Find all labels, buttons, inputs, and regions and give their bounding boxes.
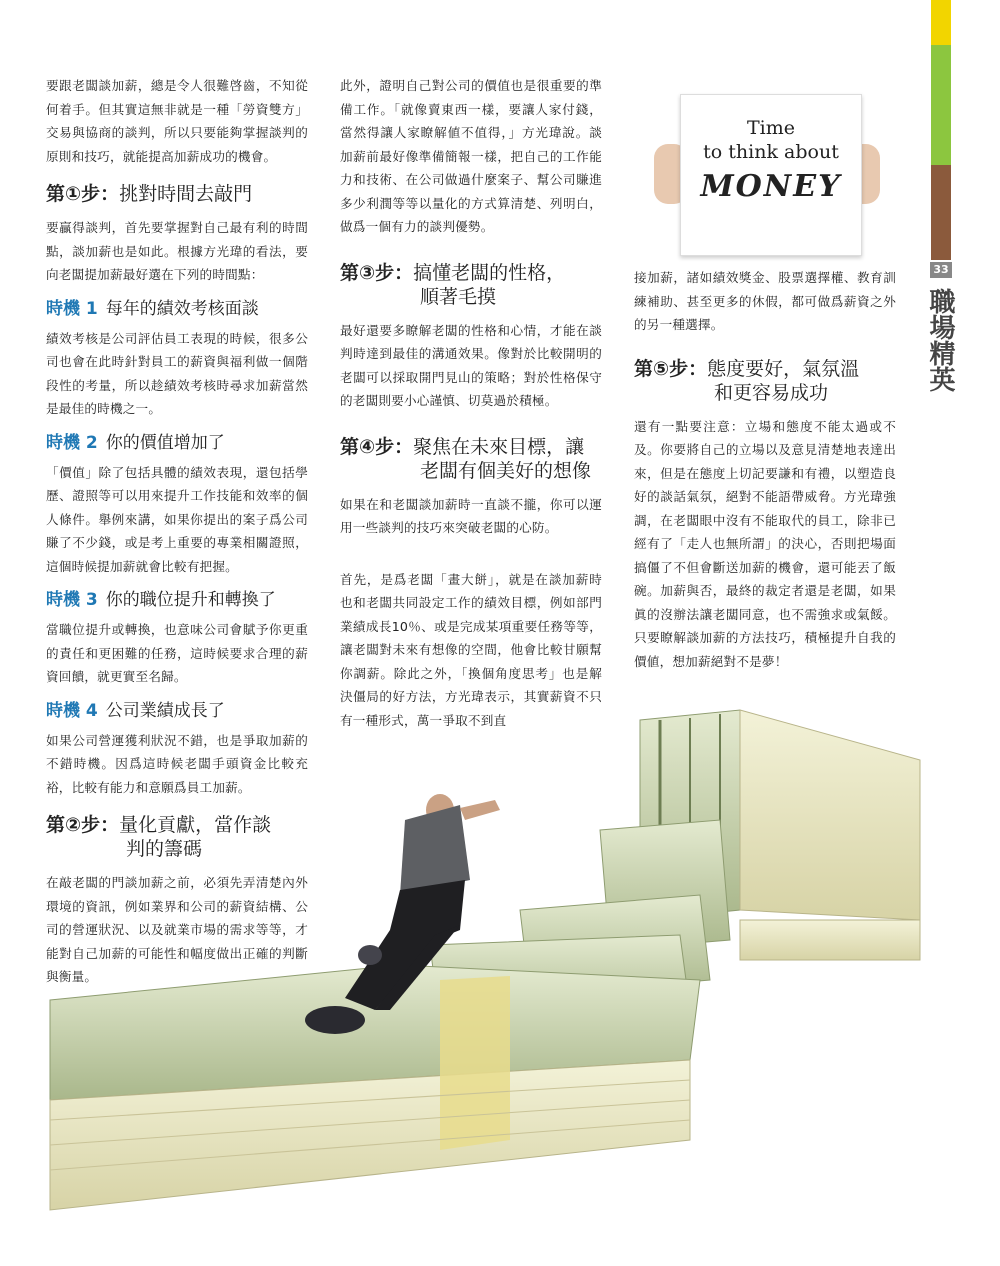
timing3-label: 時機 3 [46, 590, 98, 610]
color-bar [931, 0, 951, 260]
step2-title-line2: 判的籌碼 [126, 838, 203, 860]
sign-board [680, 94, 862, 256]
timing3-heading [46, 588, 308, 612]
sign-line-2: to think about [703, 141, 839, 163]
step3-title-line2: 順著毛摸 [420, 285, 497, 308]
time-to-think-about-money-sign [650, 84, 870, 259]
step2-title-line1: 量化貢獻，當作談 [119, 814, 272, 836]
step4-text: 如果在和老闆談加薪時一直談不攏，你可以運用一些談判的技巧來突破老闆的心防。 [340, 496, 602, 535]
sign-line-3: MONEY [700, 169, 842, 204]
step4-label: 第④步： [340, 435, 414, 458]
timing2-heading [46, 431, 308, 455]
timing3-title: 你的職位提升和轉換了 [105, 590, 276, 610]
sign-line-1: Time [746, 117, 795, 139]
column-3 [634, 266, 896, 683]
timing3-text: 當職位提升或轉換，也意味公司會賦予你更重的責任和更困難的任務，這時候要求合理的薪資回饋，就更實至名歸。 [46, 622, 308, 684]
step1-heading [46, 182, 308, 206]
intro-paragraph: 要跟老闆談加薪，總是令人很難啓齒，不知從何着手。但其實這無非就是一種「勞資雙方」交易與協商的談判，所以只要能夠掌握談判的原則和技巧，就能提高加薪成功的機會。 [46, 78, 308, 164]
step2-label: 第②步： [46, 814, 120, 836]
column-2 [340, 74, 602, 742]
step1-text: 要贏得談判，首先要掌握對自己最有利的時間點，談加薪也是如此。根據方光瑋的看法，要向老闆提加薪最好選在下列的時間點： [46, 220, 308, 282]
timing1-title: 每年的績效考核面談 [105, 298, 259, 319]
step4-heading [340, 435, 602, 483]
color-bar-brown [931, 165, 951, 260]
timing2-label: 時機 2 [46, 432, 98, 453]
step3-title-line1: 搞懂老闆的性格， [413, 261, 566, 284]
timing4-label: 時機 4 [46, 700, 98, 721]
col2-paragraph-1: 此外，證明自己對公司的價值也是很重要的準備工作。「就像賣東西一樣，要讓人家付錢，當然得讓人家瞭解値不值得，」方光瑋說。談加薪前最好像準備簡報一樣，把自己的工作能力和技術、在公司做過什麼案子、幫公司賺進多少利潤等等以量化的方式算清楚、列明白，做爲一個有力的談判優勢。 [340, 78, 602, 234]
step4-title-line2: 老闆有個美好的想像 [420, 459, 592, 482]
timing1-text: 績效考核是公司評估員工表現的時候，很多公司也會在此時針對員工的薪資與福利做一個階段性的考量，所以趁績效考核時尋求加薪當然是最佳的時機之一。 [46, 330, 308, 416]
timing1-label: 時機 1 [46, 298, 98, 319]
timing2-text: 「價值」除了包括具體的績效表現，還包括學歷、證照等可以用來提升工作技能和效率的個人條件。舉例來講，如果你提出的案子爲公司賺了不少錢，或是考上重要的專業相關證照，這個時候提加薪就會比較有把握。 [46, 464, 308, 574]
step5-heading [634, 357, 896, 405]
timing1-heading [46, 297, 308, 321]
step5-text: 還有一點要注意：立場和態度不能太過或不及。你要將自己的立場以及意見清楚地表達出來，但是在態度上切記要謙和有禮，以塑造良好的談話氣氛，絕對不能語帶威脅。方光瑋強調，在老闆眼中沒有不能取代的員工，除非已經有了「走人也無所謂」的決心，否則把場面搞僵了不但會斷送加薪的機會，還可能丟了飯碗。加薪與否，最終的裁定者還是老闆，如果眞的沒辦法讓老闆同意，也不需強求或氣餒。只要瞭解談加薪的方法技巧，積極提升自我的價値，想加薪絕對不是夢！ [634, 418, 896, 669]
step2-text: 在敲老闆的門談加薪之前，必須先弄清楚內外環境的資訊，例如業界和公司的薪資結構、公司的營運狀況、以及就業市場的需求等等，才能對自己加薪的可能性和幅度做出正確的判斷與衡量。 [46, 875, 308, 984]
col2-paragraph-2: 首先，是爲老闆「畫大餅」，就是在談加薪時也和老闆共同設定工作的績效目標，例如部門業績成長10％、或是完成某項重要任務等等，讓老闆對未來有想像的空間，他會比較甘願幫你調薪。除此之外，「換個角度思考」也是解決僵局的好方法，方光瑋表示，其實薪資不只有一種形式，萬一爭取不到直 [340, 571, 602, 728]
color-bar-yellow [931, 0, 951, 45]
section-title: 職場精英 [925, 288, 955, 392]
step3-heading [340, 261, 602, 309]
col3-paragraph-1: 接加薪，諸如績效獎金、股票選擇權、教育訓練補助、甚至更多的休假，都可做爲薪資之外的另一種選擇。 [634, 270, 896, 332]
color-bar-green [931, 45, 951, 165]
timing2-title: 你的價值增加了 [105, 432, 225, 453]
step1-title: 挑對時間去敲門 [119, 183, 253, 205]
timing4-title: 公司業績成長了 [105, 700, 225, 721]
step5-title-line2: 和更容易成功 [714, 381, 829, 404]
page-number: 33 [930, 262, 952, 278]
step1-label: 第①步： [46, 183, 120, 205]
step4-title-line1: 聚焦在未來目標，讓 [413, 435, 585, 458]
step3-label: 第③步： [340, 261, 414, 284]
timing4-text: 如果公司營運獲利狀況不錯，也是爭取加薪的不錯時機。因爲這時候老闆手頭資金比較充裕，比較有能力和意願爲員工加薪。 [46, 732, 308, 795]
runner-on-money-stacks-illustration [40, 680, 960, 1240]
step3-text: 最好還要多瞭解老闆的性格和心情，才能在談判時達到最佳的溝通效果。像對於比較開明的老闆可以採取開門見山的策略；對於性格保守的老闆則要小心謹慎、切莫過於積極。 [340, 322, 602, 408]
step5-label: 第⑤步： [634, 357, 708, 380]
step5-title-line1: 態度要好，氣氛溫 [707, 357, 860, 380]
